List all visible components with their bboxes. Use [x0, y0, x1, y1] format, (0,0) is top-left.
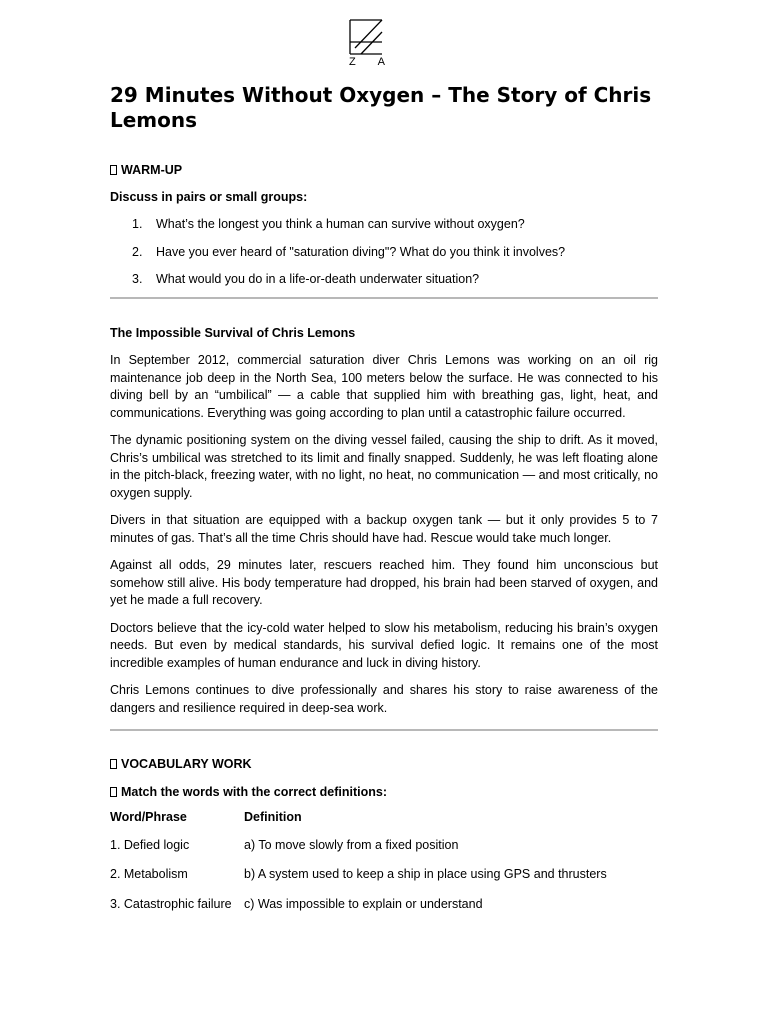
- vocab-word: 2. Metabolism: [110, 867, 188, 882]
- question-number: 3.: [132, 272, 143, 286]
- vocab-word: 3. Catastrophic failure: [110, 896, 232, 911]
- question-text: Have you ever heard of "saturation diving"? What do you think it involves?: [156, 244, 566, 259]
- list-item: [110, 271, 658, 299]
- divider: [110, 729, 658, 731]
- logo-letter-a: A: [377, 56, 385, 68]
- article-paragraph: Against all odds, 29 minutes later, rescuers reached him. They found him unconscious but somehow still alive. His body temperature had dropped, his brain had been starved of oxygen, and yet he made a full recovery.: [110, 558, 658, 607]
- vocabulary-table: [110, 810, 607, 919]
- warmup-questions: [110, 216, 658, 299]
- vocab-definition: a) To move slowly from a fixed position: [244, 837, 459, 852]
- page-title: 29 Minutes Without Oxygen – The Story of Chris Lemons: [110, 83, 652, 132]
- missing-glyph-icon: [110, 759, 117, 769]
- question-text: What would you do in a life-or-death underwater situation?: [156, 272, 480, 286]
- missing-glyph-icon: [110, 787, 117, 797]
- article-body: [110, 352, 658, 727]
- table-header-row: [110, 810, 607, 830]
- question-number: 2.: [132, 244, 143, 259]
- vocabulary-heading-text: VOCABULARY WORK: [121, 757, 252, 771]
- question-text: What’s the longest you think a human can survive without oxygen?: [156, 217, 525, 231]
- list-item: [110, 244, 658, 272]
- column-header-definition: Definition: [244, 810, 302, 824]
- divider: [110, 297, 658, 299]
- table-row: [110, 860, 607, 890]
- article-title: The Impossible Survival of Chris Lemons: [110, 326, 356, 340]
- vocab-word: 1. Defied logic: [110, 837, 190, 852]
- vocabulary-instruction-text: Match the words with the correct definitions:: [121, 785, 387, 799]
- missing-glyph-icon: [110, 165, 117, 175]
- list-item: [110, 216, 658, 244]
- table-row: [110, 830, 607, 860]
- article-paragraph: The dynamic positioning system on the diving vessel failed, causing the ship to drift. As it moved, Chris’s umbilical was stretched to its limit and finally snapped. Suddenly, he was left floating alone in the pitch-black, freezing water, with no light, no heat, no communication — and most critically, no oxygen supply.: [110, 433, 658, 500]
- table-row: [110, 889, 607, 919]
- logo-letters: [349, 56, 385, 68]
- question-number: 1.: [132, 217, 143, 231]
- article-paragraph: Divers in that situation are equipped with a backup oxygen tank — but it only provides 5 to 7 minutes of gas. That’s all the time Chris should have had. Rescue would take much longer.: [110, 513, 658, 545]
- logo-letter-z: Z: [349, 56, 356, 68]
- vocab-definition: b) A system used to keep a ship in place using GPS and thrusters: [244, 867, 607, 882]
- column-header-word: Word/Phrase: [110, 810, 187, 824]
- vocabulary-instruction: [110, 784, 387, 800]
- warmup-heading-text: WARM-UP: [121, 163, 183, 177]
- vocabulary-heading: [110, 756, 252, 772]
- article-paragraph: Chris Lemons continues to dive professionally and shares his story to raise awareness of the dangers and resilience required in deep-sea work.: [110, 683, 658, 715]
- warmup-instruction: Discuss in pairs or small groups:: [110, 190, 308, 204]
- article-paragraph: Doctors believe that the icy-cold water helped to slow his metabolism, reducing his brain’s oxygen needs. But even by medical standards, his survival defied logic. It remains one of the most incredible examples of human endurance and luck in diving history.: [110, 620, 658, 670]
- vocab-definition: c) Was impossible to explain or understand: [244, 896, 483, 911]
- article-paragraph: In September 2012, commercial saturation diver Chris Lemons was working on an oil rig maintenance job deep in the North Sea, 100 meters below the surface. He was connected to his diving bell by an “umbilical” — a cable that supplied him with breathing gas, light, heat, and communications. Everything was going according to plan until a catastrophic failure occurred.: [110, 353, 658, 420]
- warmup-heading: [110, 162, 182, 178]
